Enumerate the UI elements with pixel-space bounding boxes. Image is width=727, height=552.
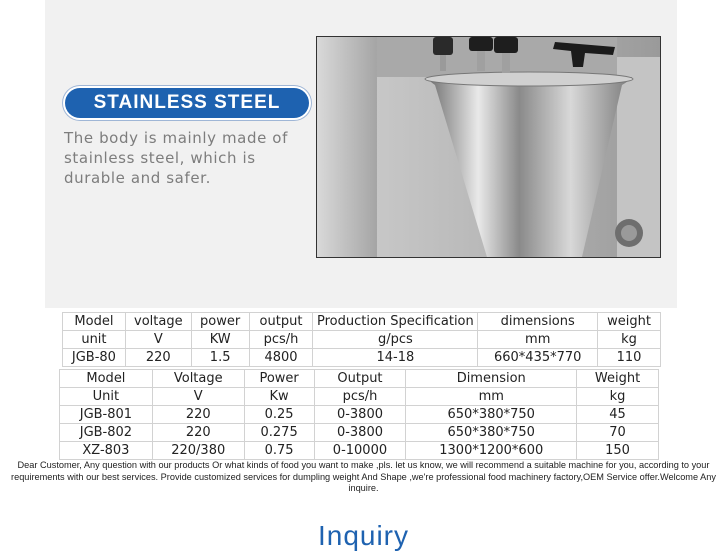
table-cell: mm bbox=[478, 331, 598, 349]
table-cell: g/pcs bbox=[313, 331, 478, 349]
table-cell: weight bbox=[598, 313, 661, 331]
table-cell: 220 bbox=[152, 424, 244, 442]
table-row bbox=[60, 442, 659, 460]
table-cell: JGB-801 bbox=[60, 406, 153, 424]
table-cell: 70 bbox=[577, 424, 659, 442]
table-cell: 0.275 bbox=[244, 424, 314, 442]
table-cell: pcs/h bbox=[314, 388, 406, 406]
table-cell: unit bbox=[63, 331, 126, 349]
table-cell: pcs/h bbox=[249, 331, 313, 349]
table-unit-row bbox=[60, 388, 659, 406]
table-cell: 0-10000 bbox=[314, 442, 406, 460]
table-cell: V bbox=[152, 388, 244, 406]
table-cell: 0-3800 bbox=[314, 424, 406, 442]
table-cell: 0.75 bbox=[244, 442, 314, 460]
table-cell: Model bbox=[60, 370, 153, 388]
feature-description: The body is mainly made of stainless steel, which is durable and safer. bbox=[64, 129, 288, 187]
table-cell: 220/380 bbox=[152, 442, 244, 460]
table-cell: Production Specification bbox=[313, 313, 478, 331]
table-cell: 660*435*770 bbox=[478, 349, 598, 367]
table-cell: 650*380*750 bbox=[406, 406, 577, 424]
table-row bbox=[60, 424, 659, 442]
table-unit-row bbox=[63, 331, 661, 349]
table-cell: 0-3800 bbox=[314, 406, 406, 424]
machine-hopper-photo bbox=[316, 36, 661, 258]
badge-label: STAINLESS STEEL bbox=[93, 92, 281, 113]
table-cell: 0.25 bbox=[244, 406, 314, 424]
table-cell: dimensions bbox=[478, 313, 598, 331]
table-cell: Output bbox=[314, 370, 406, 388]
product-banner bbox=[45, 0, 677, 308]
stainless-steel-badge bbox=[65, 88, 309, 118]
table-cell: 220 bbox=[125, 349, 191, 367]
inquiry-heading: Inquiry bbox=[317, 520, 410, 551]
table-cell: 14-18 bbox=[313, 349, 478, 367]
table-cell: kg bbox=[598, 331, 661, 349]
table-cell: 650*380*750 bbox=[406, 424, 577, 442]
spec-table-jgb80 bbox=[62, 312, 661, 367]
spec-table-jgb801-series bbox=[59, 369, 659, 460]
table-cell: power bbox=[191, 313, 249, 331]
table-cell: 45 bbox=[577, 406, 659, 424]
table-cell: Power bbox=[244, 370, 314, 388]
table-cell: 110 bbox=[598, 349, 661, 367]
hopper-illustration bbox=[317, 37, 660, 257]
table-cell: 4800 bbox=[249, 349, 313, 367]
table-cell: Dimension bbox=[406, 370, 577, 388]
table-cell: mm bbox=[406, 388, 577, 406]
table-header-row bbox=[60, 370, 659, 388]
table-cell: 150 bbox=[577, 442, 659, 460]
table-cell: Model bbox=[63, 313, 126, 331]
table-cell: Voltage bbox=[152, 370, 244, 388]
table-cell: JGB-80 bbox=[63, 349, 126, 367]
table-row bbox=[63, 349, 661, 367]
table-cell: Weight bbox=[577, 370, 659, 388]
customer-note: Dear Customer, Any question with our products Or what kinds of food you want to make ,pls. let us know, we will recommend a suitable machine for you, according to your requirements with our best services. Provide customized services for dumpling weight And Shape ,we're professional food machinery factory,OEM Service offer.Welcome Any inquire. bbox=[11, 460, 716, 493]
table-cell: kg bbox=[577, 388, 659, 406]
table-cell: 1.5 bbox=[191, 349, 249, 367]
table-header-row bbox=[63, 313, 661, 331]
table-cell: XZ-803 bbox=[60, 442, 153, 460]
table-cell: Unit bbox=[60, 388, 153, 406]
table-cell: output bbox=[249, 313, 313, 331]
table-cell: 1300*1200*600 bbox=[406, 442, 577, 460]
table-cell: KW bbox=[191, 331, 249, 349]
table-cell: Kw bbox=[244, 388, 314, 406]
table-row bbox=[60, 406, 659, 424]
table-cell: JGB-802 bbox=[60, 424, 153, 442]
table-cell: voltage bbox=[125, 313, 191, 331]
table-cell: 220 bbox=[152, 406, 244, 424]
table-cell: V bbox=[125, 331, 191, 349]
